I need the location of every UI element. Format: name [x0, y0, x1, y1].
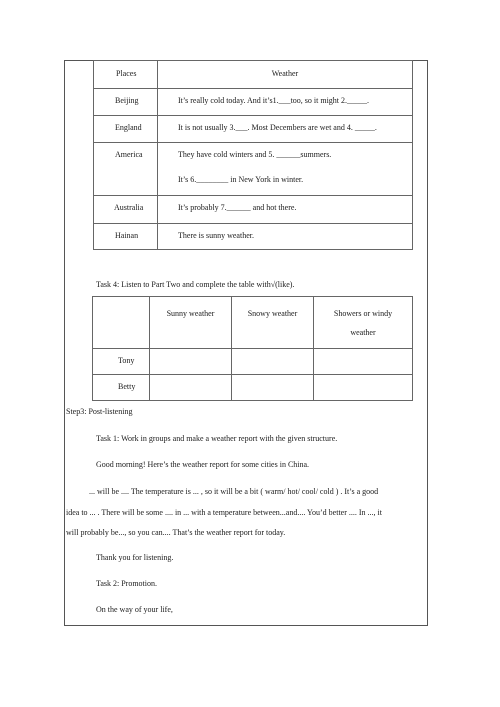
name-cell: Tony	[118, 356, 135, 365]
tick-cell[interactable]	[232, 375, 314, 401]
name-cell: Betty	[118, 382, 136, 391]
weather-cell: It’s probably 7.______ and hot there.	[178, 203, 297, 212]
weather-header: Weather	[271, 69, 299, 78]
snowy-header: Snowy weather	[247, 309, 298, 318]
greeting-text: Good morning! Here’s the weather report for some cities in China.	[96, 460, 310, 469]
step3-heading: Step3: Post-listening	[66, 407, 133, 416]
closing-text: On the way of your life,	[96, 605, 173, 614]
structure-line-1: ... will be .... The temperature is ... , so it will be a bit ( warm/ hot/ cool/ cold ) . It’s a good	[89, 487, 379, 496]
table-row	[94, 116, 413, 143]
weather-cell: It is not usually 3.___. Most Decembers are wet and 4. _____.	[178, 123, 377, 132]
place-cell: England	[115, 123, 142, 132]
place-cell: Beijing	[115, 96, 139, 105]
tick-cell[interactable]	[232, 349, 314, 375]
place-cell: Hainan	[115, 231, 139, 240]
weather-cell: It’s 6.________ in New York in winter.	[178, 175, 304, 184]
table-row	[94, 224, 413, 250]
weather-cell: There is sunny weather.	[178, 231, 254, 240]
weather-cell: They have cold winters and 5. ______summers.	[178, 150, 332, 159]
tick-cell[interactable]	[314, 349, 413, 375]
tick-cell[interactable]	[150, 349, 232, 375]
structure-line-3: will probably be..., so you can.... That’s the weather report for today.	[66, 528, 286, 537]
showers-header-line2: weather	[350, 328, 376, 337]
task2-text: Task 2: Promotion.	[96, 579, 157, 588]
showers-header: Showers or windy	[333, 309, 393, 318]
table-row	[94, 196, 413, 224]
place-cell: Australia	[114, 203, 144, 212]
place-cell: America	[115, 150, 143, 159]
table-row	[94, 89, 413, 116]
tick-cell[interactable]	[150, 375, 232, 401]
task1-text: Task 1: Work in groups and make a weather report with the given structure.	[96, 434, 338, 443]
task4-title: Task 4: Listen to Part Two and complete the table with√(like).	[96, 280, 295, 289]
weather-places-table	[93, 60, 413, 250]
table-header-row	[94, 61, 413, 89]
like-table	[92, 296, 413, 401]
structure-line-2: idea to ... . There will be some .... in ... with a temperature between...and.... You’d better .... In ..., it	[66, 508, 382, 517]
tick-cell[interactable]	[314, 375, 413, 401]
table-row	[93, 375, 413, 401]
weather-cell: It’s really cold today. And it’s1.___too, so it might 2._____.	[178, 96, 370, 105]
table-row	[94, 143, 413, 196]
thanks-text: Thank you for listening.	[96, 553, 174, 562]
table-row	[93, 349, 413, 375]
places-header: Places	[116, 69, 137, 78]
table-header-row	[93, 297, 413, 349]
sunny-header: Sunny weather	[166, 309, 215, 318]
